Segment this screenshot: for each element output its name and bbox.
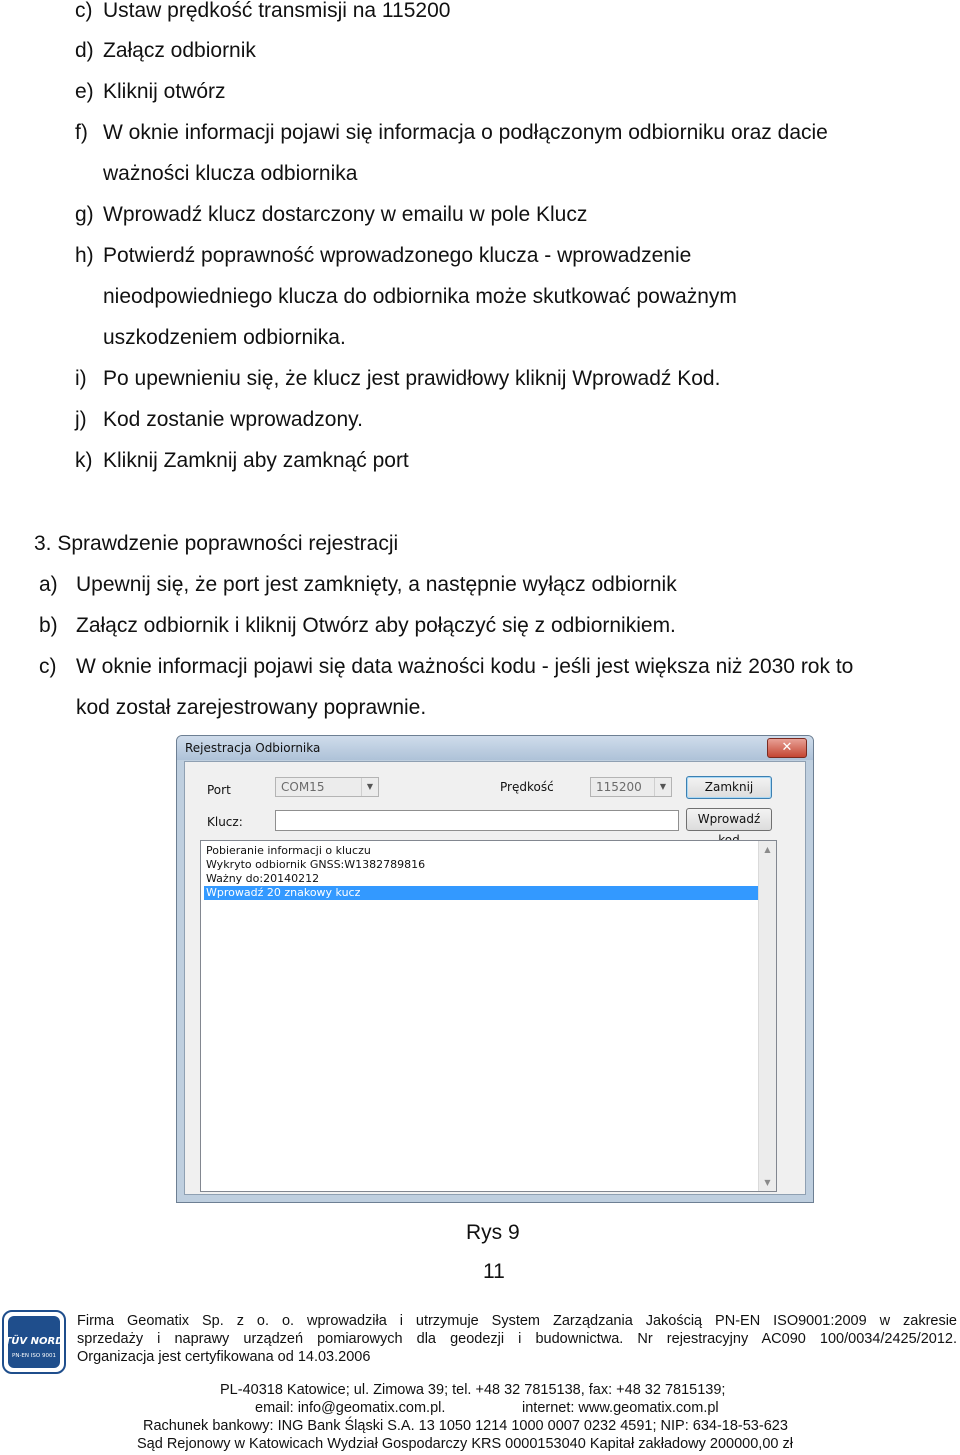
enter-code-button[interactable]: Wprowadź [686, 808, 772, 831]
step-marker: d) [75, 39, 94, 62]
logo-text: TÜV NORD [4, 1336, 64, 1347]
step-text-continued: uszkodzeniem odbiornika. [103, 326, 346, 349]
company-address: PL-40318 Katowice; ul. Zimowa 39; tel. +48 32 7815138, fax: +48 32 7815139; [220, 1382, 726, 1398]
list-item-selected[interactable]: Wprowadź 20 znakowy kucz [204, 886, 772, 900]
quality-statement: sprzedaży i naprawy urządzeń pomiarowych dla geodezji i budownictwa. Nr rejestracyjny AC090 100/0034/2425/2012. [77, 1331, 957, 1347]
section-heading: 3. Sprawdzenie poprawności rejestracji [34, 532, 399, 555]
port-value: COM15 [281, 780, 325, 794]
list-item[interactable]: Wykryto odbiornik GNSS:W1382789816 [206, 858, 426, 871]
scroll-up-icon[interactable]: ▲ [764, 845, 771, 854]
company-website: internet: www.geomatix.com.pl [522, 1400, 719, 1416]
step-marker: f) [75, 121, 88, 144]
dialog-client-area [184, 761, 806, 1195]
quality-statement: Organizacja jest certyfikowana od 14.03.2006 [77, 1349, 371, 1365]
speed-select[interactable] [590, 777, 672, 797]
chevron-down-icon: ▼ [361, 778, 378, 796]
dialog-title: Rejestracja Odbiornika [185, 741, 321, 755]
page-number: 11 [483, 1260, 505, 1283]
step-text-continued: ważności klucza odbiornika [103, 162, 358, 185]
step-marker: a) [39, 573, 58, 596]
info-listbox[interactable] [200, 840, 777, 1192]
step-marker: k) [75, 449, 93, 472]
step-text: Załącz odbiornik i kliknij Otwórz aby połączyć się z odbiornikiem. [76, 614, 676, 637]
step-text: W oknie informacji pojawi się data ważności kodu - jeśli jest większa niż 2030 rok to [76, 655, 854, 678]
list-item[interactable]: Pobieranie informacji o kluczu [206, 844, 371, 857]
step-text-continued: kod został zarejestrowany poprawnie. [76, 696, 427, 719]
step-marker: j) [75, 408, 87, 431]
speed-value: 115200 [596, 780, 642, 794]
step-text: Kliknij Zamknij aby zamknąć port [103, 449, 409, 472]
port-label: Port [207, 783, 231, 797]
step-marker: h) [75, 244, 94, 267]
close-window-button[interactable] [767, 738, 807, 758]
company-email: email: info@geomatix.com.pl. [255, 1400, 446, 1416]
step-text: Kod zostanie wprowadzony. [103, 408, 363, 431]
step-text: Załącz odbiornik [103, 39, 256, 62]
step-marker: i) [75, 367, 87, 390]
list-item[interactable]: Ważny do:20140212 [206, 872, 320, 885]
step-text: Kliknij otwórz [103, 80, 226, 103]
figure-caption: Rys 9 [466, 1221, 520, 1244]
close-icon: ✕ [781, 740, 793, 755]
tuv-nord-logo [2, 1310, 66, 1374]
dialog-title-bar [177, 736, 813, 760]
step-text: Wprowadź klucz dostarczony w emailu w pole Klucz [103, 203, 588, 226]
chevron-down-icon: ▼ [654, 778, 671, 796]
step-marker: b) [39, 614, 58, 637]
step-marker: c) [39, 655, 57, 678]
key-label: Klucz: [207, 815, 243, 829]
quality-statement: Firma Geomatix Sp. z o. o. wprowadziła i utrzymuje System Zarządzania Jakością PN-EN ISO9001:2009 w zakresie [77, 1313, 957, 1329]
speed-label: Prędkość [500, 780, 554, 794]
step-marker: c) [75, 0, 93, 22]
step-text: Ustaw prędkość transmisji na 115200 [103, 0, 451, 22]
logo-subtext: PN-EN ISO 9001 [12, 1353, 56, 1359]
close-button[interactable]: Zamknij [686, 776, 772, 799]
key-input[interactable] [275, 810, 679, 831]
bank-details: Rachunek bankowy: ING Bank Śląski S.A. 13 1050 1214 1000 0007 0232 4591; NIP: 634-18-53-623 [143, 1418, 788, 1434]
step-text: W oknie informacji pojawi się informacja o podłączonym odbiorniku oraz dacie [103, 121, 828, 144]
step-text: Potwierdź poprawność wprowadzonego klucza - wprowadzenie [103, 244, 692, 267]
vertical-scrollbar[interactable] [758, 841, 776, 1191]
step-marker: e) [75, 80, 94, 103]
step-text: Po upewnieniu się, że klucz jest prawidłowy kliknij Wprowadź Kod. [103, 367, 721, 390]
step-marker: g) [75, 203, 94, 226]
port-select[interactable] [275, 777, 379, 797]
step-text-continued: nieodpowiedniego klucza do odbiornika może skutkować poważnym [103, 285, 737, 308]
registration-dialog [176, 735, 814, 1203]
step-text: Upewnij się, że port jest zamknięty, a następnie wyłącz odbiornik [76, 573, 677, 596]
scroll-down-icon[interactable]: ▼ [764, 1178, 771, 1187]
court-registration: Sąd Rejonowy w Katowicach Wydział Gospodarczy KRS 0000153040 Kapitał zakładowy 200000,00 zł [137, 1436, 793, 1452]
